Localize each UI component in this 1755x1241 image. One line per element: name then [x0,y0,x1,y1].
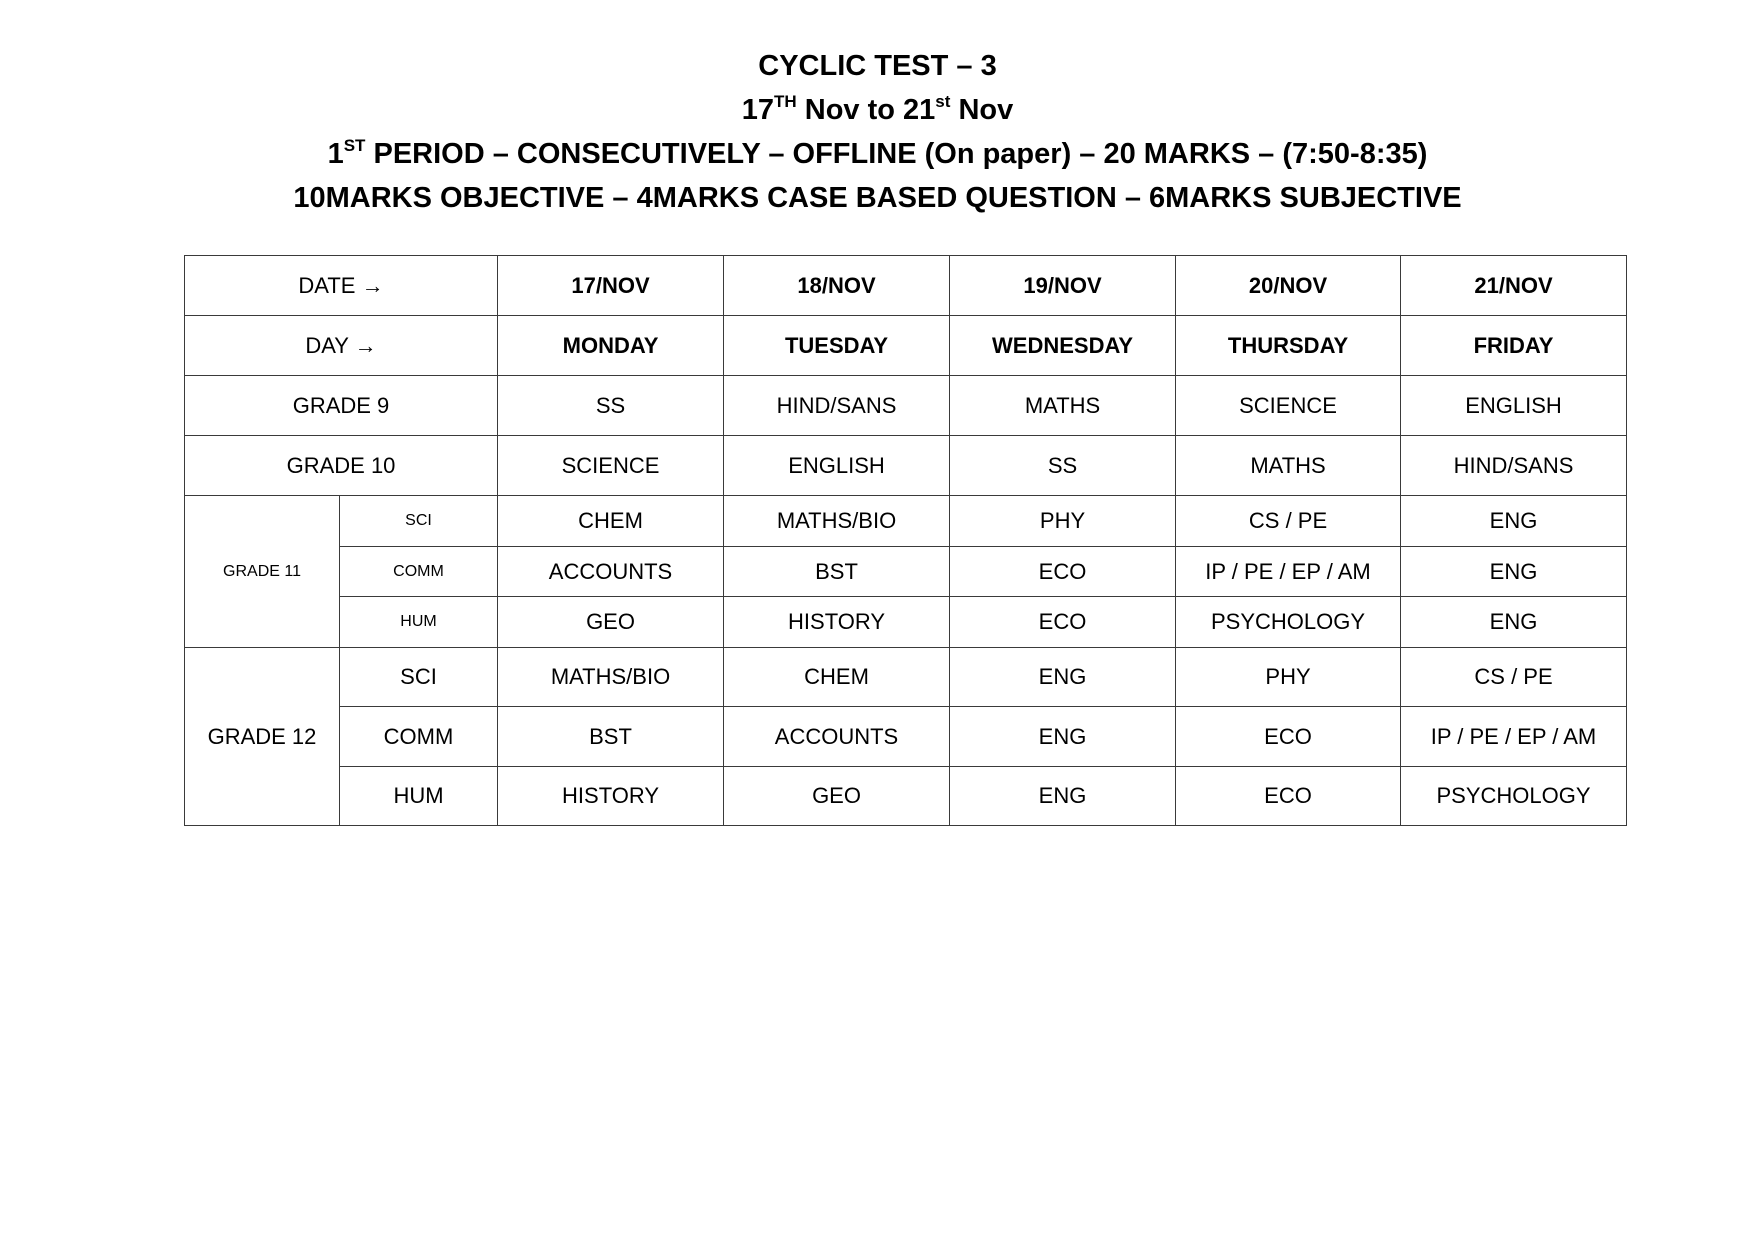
subject-cell: HISTORY [498,767,724,826]
subject-cell: SCIENCE [1176,376,1401,436]
date-range-end: Nov [950,94,1014,126]
period-info [0,132,1755,176]
date-label-cell [185,256,498,316]
subject-cell: BST [498,707,724,767]
subject-cell: ENGLISH [724,436,950,496]
right-arrow-icon: → [354,332,377,358]
subject-cell: SCIENCE [498,436,724,496]
subject-cell: BST [724,547,950,597]
subject-cell: PSYCHOLOGY [1176,597,1401,648]
date-cell: 21/NOV [1401,256,1627,316]
start-day: 17 [741,94,775,126]
subject-cell: CHEM [724,648,950,707]
subject-cell: ENG [950,648,1176,707]
stream-label: COMM [340,547,498,597]
subject-cell: IP / PE / EP / AM [1401,707,1627,767]
subject-cell: HISTORY [724,597,950,648]
right-arrow-icon: → [361,272,384,298]
grade-11-hum-row [185,597,1627,648]
exam-schedule-table [184,255,1627,826]
grade-12-sci-row [185,648,1627,707]
period-number: 1 [327,138,344,170]
date-cell: 19/NOV [950,256,1176,316]
subject-cell: PHY [950,496,1176,547]
subject-cell: ENG [1401,496,1627,547]
subject-cell: ECO [1176,767,1401,826]
subject-cell: ENG [1401,597,1627,648]
subject-cell: ENG [1401,547,1627,597]
grade-11-sci-row [185,496,1627,547]
day-cell: TUESDAY [724,316,950,376]
subject-cell: GEO [498,597,724,648]
grade-12-comm-row [185,707,1627,767]
subject-cell: IP / PE / EP / AM [1176,547,1401,597]
subject-cell: MATHS [950,376,1176,436]
subject-cell: SS [950,436,1176,496]
subject-cell: ENG [950,767,1176,826]
document-heading [0,44,1755,220]
day-row [185,316,1627,376]
grade-10-row [185,436,1627,496]
subject-cell: ACCOUNTS [498,547,724,597]
day-cell: THURSDAY [1176,316,1401,376]
date-label: DATE [298,272,356,298]
date-row [185,256,1627,316]
subject-cell: HIND/SANS [724,376,950,436]
subject-cell: MATHS [1176,436,1401,496]
subject-cell: PHY [1176,648,1401,707]
period-suffix: ST [343,136,366,155]
day-cell: FRIDAY [1401,316,1627,376]
subject-cell: ENG [950,707,1176,767]
grade-12-hum-row [185,767,1627,826]
day-label-cell [185,316,498,376]
test-title: CYCLIC TEST – 3 [758,50,997,82]
date-cell: 17/NOV [498,256,724,316]
subject-cell: MATHS/BIO [498,648,724,707]
subject-cell: HIND/SANS [1401,436,1627,496]
subject-cell: ECO [950,547,1176,597]
date-cell: 20/NOV [1176,256,1401,316]
subject-cell: ECO [1176,707,1401,767]
end-day-suffix: st [935,92,951,111]
date-range-middle: Nov to 21 [796,94,936,126]
stream-label: COMM [340,707,498,767]
date-range [0,88,1755,132]
date-cell: 18/NOV [724,256,950,316]
subject-cell: MATHS/BIO [724,496,950,547]
subject-cell: CS / PE [1401,648,1627,707]
subject-cell: CS / PE [1176,496,1401,547]
stream-label: SCI [340,496,498,547]
subject-cell: CHEM [498,496,724,547]
subject-cell: GEO [724,767,950,826]
subject-cell: SS [498,376,724,436]
grade-10-label: GRADE 10 [185,436,498,496]
marks-breakdown: 10MARKS OBJECTIVE – 4MARKS CASE BASED QUESTION – 6MARKS SUBJECTIVE [293,182,1462,214]
day-cell: WEDNESDAY [950,316,1176,376]
subject-cell: ENGLISH [1401,376,1627,436]
stream-label: HUM [340,767,498,826]
grade-11-comm-row [185,547,1627,597]
stream-label: SCI [340,648,498,707]
grade-11-label: GRADE 11 [185,496,340,648]
start-day-suffix: TH [774,92,797,111]
period-details: PERIOD – CONSECUTIVELY – OFFLINE (On paper) – 20 MARKS – (7:50-8:35) [365,138,1428,170]
grade-9-row [185,376,1627,436]
grade-12-label: GRADE 12 [185,648,340,826]
subject-cell: ECO [950,597,1176,648]
subject-cell: ACCOUNTS [724,707,950,767]
subject-cell: PSYCHOLOGY [1401,767,1627,826]
stream-label: HUM [340,597,498,648]
day-label: DAY [305,332,349,358]
day-cell: MONDAY [498,316,724,376]
grade-9-label: GRADE 9 [185,376,498,436]
